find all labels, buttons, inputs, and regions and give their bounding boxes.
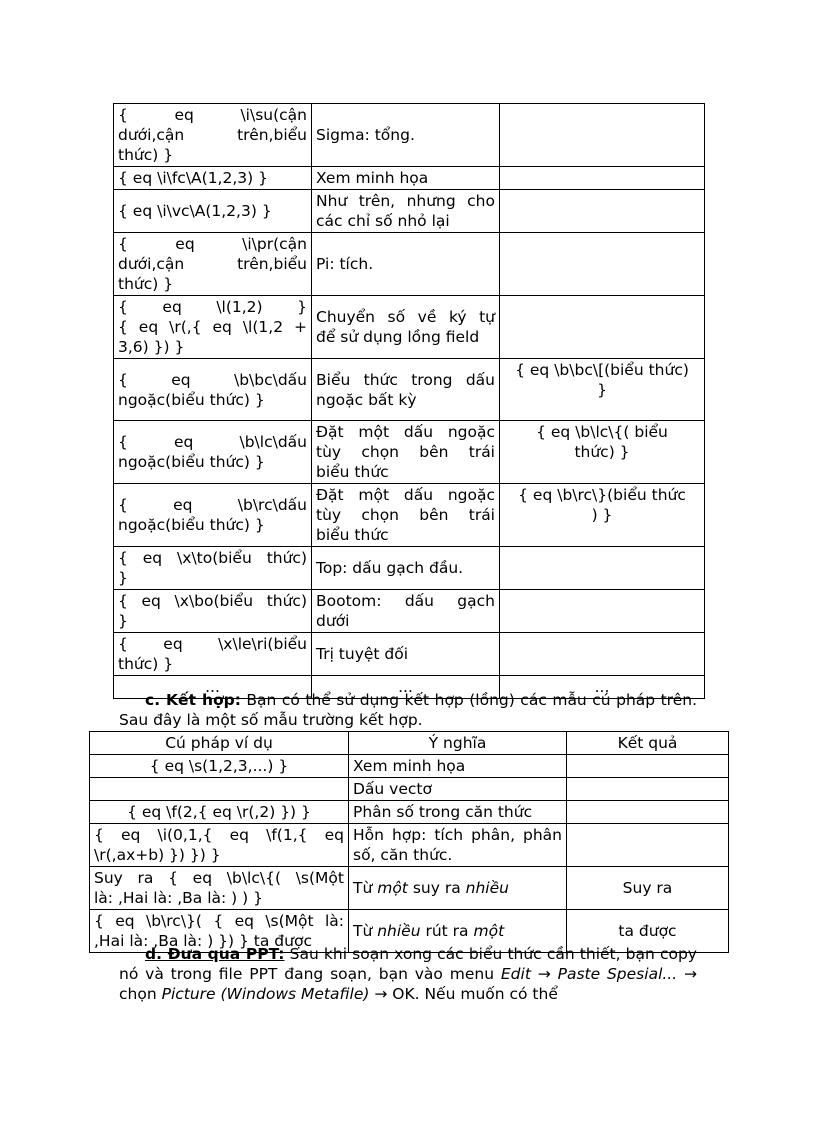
table-row [90,778,729,801]
syntax-cell-line: \r(,ax+b) }) }) } [94,846,221,864]
meaning-cell [312,104,500,167]
syntax-cell [90,801,349,824]
arrow-1: → [530,965,558,983]
syntax-table-2 [89,731,729,953]
table-2-header-row [90,732,729,755]
syntax-cell-line: } [118,612,128,630]
meaning-cell [312,547,500,590]
meaning-cell: Xem minh họa [349,755,567,778]
meaning-part: Từ [353,879,378,897]
section-c-text: Bạn có thể sử dụng kết hợp (lồng) các mẫu cú pháp trên. Sau đây là một số mẫu trường kết hợp. [119,691,697,729]
result-cell [500,190,705,233]
result-cell-line: { eq \b\rc\}(biểu thức [518,486,686,504]
result-cell-line: thức) } [574,443,630,461]
result-cell-line: ) } [591,506,613,524]
syntax-cell [90,824,349,867]
meaning-cell-line: Đặt một dấu ngoặc [316,486,495,504]
meaning-part: một [377,879,408,897]
syntax-cell-line: { eq \s(1,2,3,...) } [149,757,289,775]
result-cell-line: { eq \b\bc\[(biểu thức) [515,361,689,379]
meaning-cell-line: Chuyển số về ký tự [316,308,495,326]
meaning-cell: Dấu vectơ [349,778,567,801]
syntax-cell-line: thức) } [118,146,174,164]
result-cell-line: ... [594,678,610,696]
meaning-cell-line: Pi: tích. [316,255,374,273]
meaning-cell-line: tùy chọn bên trái [316,443,495,461]
meaning-cell: Phân số trong căn thức [349,801,567,824]
syntax-cell-line: { eq \b\rc\dấu [118,496,307,514]
table-row [90,801,729,824]
meaning-cell-line: Sigma: tổng. [316,126,415,144]
table-row [114,190,705,233]
result-cell [500,296,705,359]
syntax-cell-line: { eq \i\pr(cận [118,235,307,253]
result-cell [500,484,705,547]
meaning-cell-line: Như trên, nhưng cho [316,192,495,210]
meaning-cell-line: ... [398,678,413,696]
meaning-cell [312,484,500,547]
meaning-part: nhiều [377,922,421,940]
syntax-cell-line: { eq \b\bc\dấu [118,370,307,389]
syntax-cell [114,167,312,190]
result-cell [567,778,729,801]
table-row [114,590,705,633]
meaning-part: nhiều [465,879,509,897]
section-d-text-1: Sau khi soạn xong các biểu thức cần thiết, bạn copy nó và trong file PPT đang soạn, bạn vào menu [119,945,697,983]
syntax-cell [114,233,312,296]
meaning-cell-line: Trị tuyệt đối [316,645,409,663]
syntax-cell [114,296,312,359]
syntax-cell-line: { eq \x\to(biểu thức) [118,549,307,567]
meaning-part: rút ra [420,922,474,940]
syntax-cell-line: { eq \i(0,1,{ eq \f(1,{ eq [94,826,344,844]
meaning-cell [312,359,500,421]
syntax-cell-line: thức) } [118,275,174,293]
section-d-text-2: → chọn [119,965,697,1003]
menu-edit: Edit [500,965,531,983]
table-row [90,867,729,910]
meaning-part: một [473,922,505,940]
column-header-meaning: Ý nghĩa [349,732,567,755]
section-d-heading: d. Đưa qua PPT: [145,945,285,963]
syntax-cell [90,778,349,801]
result-cell [500,547,705,590]
syntax-cell-line: { eq \f(2,{ eq \r(,2) }) } [127,803,311,821]
menu-picture-metafile: Picture (Windows Metafile) [161,985,370,1003]
meaning-cell-line: các chỉ số nhỏ lại [316,212,450,230]
syntax-cell-line: ngoặc(biểu thức) } [118,390,265,409]
syntax-cell-line: ngoặc(biểu thức) } [118,453,265,471]
table-row [114,633,705,676]
meaning-cell [312,233,500,296]
table-row [114,104,705,167]
syntax-cell-line: { eq \i\fc\A(1,2,3) } [118,169,268,187]
meaning-cell: Hỗn hợp: tích phân, phân số, căn thức. [349,824,567,867]
syntax-table-1-body [114,104,705,699]
meaning-cell-line: Bootom: dấu gạch [316,592,495,610]
syntax-cell-line: Suy ra { eq \b\lc\{( \s(Một [94,869,344,887]
table-row [90,824,729,867]
table-row [114,547,705,590]
meaning-cell [312,590,500,633]
syntax-cell-line: thức) } [118,655,174,673]
meaning-cell-line: tùy chọn bên trái [316,506,495,524]
syntax-cell-line: dưới,cận trên,biểu [118,126,307,144]
result-cell [567,755,729,778]
syntax-cell [90,867,349,910]
column-header-result: Kết quả [567,732,729,755]
syntax-cell-line: 3,6) }) } [118,338,185,356]
syntax-cell-line: là: ,Hai là: ,Ba là: ) ) } [94,889,263,907]
syntax-cell [114,359,312,421]
syntax-cell-line: { eq \i\vc\A(1,2,3) } [118,202,272,220]
syntax-cell-line: { eq \i\su(cận [118,106,307,124]
syntax-cell-line: ,Hai là: ,Ba là: ) }) } ta được [94,932,312,950]
syntax-cell [90,755,349,778]
syntax-cell-line: dưới,cận trên,biểu [118,255,307,273]
syntax-cell-line: } [118,569,128,587]
result-cell [567,801,729,824]
meaning-cell-line: Xem minh họa [316,169,429,187]
syntax-cell-line: { eq \r(,{ eq \l(1,2 + [118,318,307,336]
meaning-cell-line: biểu thức [316,526,389,544]
meaning-cell-line: Đặt một dấu ngoặc [316,423,495,441]
syntax-table-1 [113,103,705,699]
syntax-cell [114,590,312,633]
result-cell: Suy ra [567,867,729,910]
meaning-cell-line: dưới [316,612,350,630]
meaning-part: Từ [353,922,378,940]
syntax-cell [114,104,312,167]
syntax-cell [114,633,312,676]
section-d-paragraph [119,944,697,1004]
result-cell: ta được [567,910,729,953]
table-row [114,484,705,547]
result-cell [500,421,705,484]
meaning-part: suy ra [407,879,466,897]
section-c-heading: c. Kết hợp: [145,691,241,709]
meaning-cell-line: ngoặc bất kỳ [316,390,417,409]
column-header-syntax: Cú pháp ví dụ [90,732,349,755]
meaning-cell [312,421,500,484]
section-c-paragraph [119,690,697,730]
result-cell [500,359,705,421]
table-row [114,167,705,190]
result-cell [500,590,705,633]
result-cell [500,633,705,676]
result-cell [567,824,729,867]
result-cell-line: { eq \b\lc\{( biểu [536,423,668,441]
meaning-cell [312,296,500,359]
meaning-cell [349,867,567,910]
result-cell-line: } [597,381,607,399]
syntax-cell-line: ngoặc(biểu thức) } [118,516,265,534]
table-row [114,296,705,359]
result-cell [500,167,705,190]
meaning-cell-line: Biểu thức trong dấu [316,370,495,389]
meaning-cell-line: để sử dụng lồng field [316,328,480,346]
syntax-cell [114,190,312,233]
meaning-cell-line: Top: dấu gạch đầu. [316,559,464,577]
syntax-cell-line: ... [205,678,220,696]
syntax-cell-line: { eq \x\le\ri(biểu [118,635,307,653]
table-row [114,359,705,421]
table-row [114,233,705,296]
meaning-cell-line: biểu thức [316,463,389,481]
syntax-cell [114,484,312,547]
syntax-cell [114,421,312,484]
result-cell [500,104,705,167]
syntax-table-2-body [90,755,729,953]
table-row [114,421,705,484]
syntax-cell-line: { eq \b\lc\dấu [118,433,307,451]
meaning-cell [312,167,500,190]
section-d-text-3: → OK. Nếu muốn có thể [369,985,558,1003]
result-cell [500,233,705,296]
syntax-cell-line: { eq \b\rc\}( { eq \s(Một là: [94,912,344,930]
meaning-cell [312,633,500,676]
table-row [90,755,729,778]
meaning-cell [312,190,500,233]
syntax-cell [114,547,312,590]
syntax-cell-line: { eq \x\bo(biểu thức) [118,592,307,610]
menu-paste-special: Paste Spesial... [557,965,678,983]
syntax-cell-line: { eq \l(1,2) } [118,298,307,316]
